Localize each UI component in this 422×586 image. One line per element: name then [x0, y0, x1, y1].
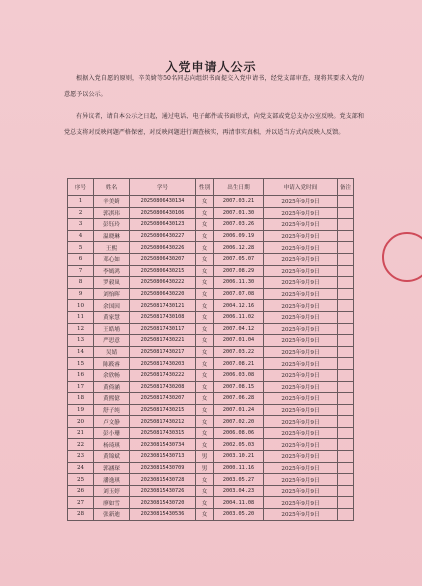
- cell-birth-date: 2003.05.20: [214, 509, 264, 521]
- cell-apply-time: 2025年9月9日: [264, 416, 338, 428]
- cell-no: 24: [68, 462, 94, 474]
- cell-student-id: 20250817430208: [130, 381, 196, 393]
- cell-no: 25: [68, 474, 94, 486]
- header-note: 备注: [338, 179, 354, 196]
- cell-note: [338, 497, 354, 509]
- applicant-table: [67, 178, 354, 521]
- cell-note: [338, 300, 354, 312]
- cell-birth-date: 2007.03.21: [214, 196, 264, 208]
- cell-no: 14: [68, 346, 94, 358]
- cell-student-id: 20250806430207: [130, 253, 196, 265]
- cell-apply-time: 2025年9月9日: [264, 265, 338, 277]
- cell-apply-time: 2025年9月9日: [264, 230, 338, 242]
- table-row: [68, 497, 354, 509]
- cell-student-id: 20250817430315: [130, 427, 196, 439]
- cell-name: 卢文静: [94, 416, 130, 428]
- cell-name: 潘逸琪: [94, 474, 130, 486]
- cell-birth-date: 2006.12.28: [214, 242, 264, 254]
- cell-birth-date: 2004.11.08: [214, 497, 264, 509]
- cell-sex: 女: [196, 358, 214, 370]
- cell-student-id: 20250806430215: [130, 265, 196, 277]
- table-row: [68, 439, 354, 451]
- table-row: [68, 381, 354, 393]
- cell-student-id: 20250817430203: [130, 358, 196, 370]
- cell-birth-date: 2007.03.22: [214, 346, 264, 358]
- table-row: [68, 300, 354, 312]
- cell-no: 27: [68, 497, 94, 509]
- cell-name: 廖如雪: [94, 497, 130, 509]
- cell-no: 28: [68, 509, 94, 521]
- cell-note: [338, 288, 354, 300]
- cell-birth-date: 2006.03.08: [214, 369, 264, 381]
- table-row: [68, 393, 354, 405]
- cell-sex: 女: [196, 242, 214, 254]
- cell-student-id: 20250817430215: [130, 404, 196, 416]
- cell-apply-time: 2025年9月9日: [264, 242, 338, 254]
- cell-name: 黄家慧: [94, 311, 130, 323]
- cell-birth-date: 2000.11.16: [214, 462, 264, 474]
- cell-note: [338, 474, 354, 486]
- cell-student-id: 20230815430728: [130, 474, 196, 486]
- cell-no: 18: [68, 393, 94, 405]
- cell-sex: 女: [196, 219, 214, 231]
- cell-birth-date: 2007.01.04: [214, 335, 264, 347]
- cell-sex: 女: [196, 381, 214, 393]
- cell-name: 邓心如: [94, 253, 130, 265]
- cell-note: [338, 265, 354, 277]
- cell-sex: 女: [196, 300, 214, 312]
- cell-sex: 女: [196, 369, 214, 381]
- cell-apply-time: 2025年9月9日: [264, 462, 338, 474]
- cell-note: [338, 207, 354, 219]
- table-row: [68, 207, 354, 219]
- cell-birth-date: 2007.08.21: [214, 358, 264, 370]
- cell-name: 彭小珊: [94, 427, 130, 439]
- cell-no: 10: [68, 300, 94, 312]
- cell-sex: 女: [196, 485, 214, 497]
- cell-note: [338, 439, 354, 451]
- table-row: [68, 369, 354, 381]
- cell-name: 杨琦琪: [94, 439, 130, 451]
- header-no: 序号: [68, 179, 94, 196]
- cell-student-id: 20250806430222: [130, 277, 196, 289]
- cell-apply-time: 2025年9月9日: [264, 207, 338, 219]
- cell-sex: 女: [196, 427, 214, 439]
- cell-student-id: 20250806430227: [130, 230, 196, 242]
- cell-note: [338, 393, 354, 405]
- cell-apply-time: 2025年9月9日: [264, 427, 338, 439]
- official-seal: [382, 232, 422, 282]
- cell-name: 郭涵琛: [94, 462, 130, 474]
- cell-name: 刘怡晖: [94, 288, 130, 300]
- cell-sex: 女: [196, 311, 214, 323]
- cell-note: [338, 369, 354, 381]
- cell-apply-time: 2025年9月9日: [264, 219, 338, 231]
- cell-apply-time: 2025年9月9日: [264, 288, 338, 300]
- cell-sex: 女: [196, 207, 214, 219]
- cell-student-id: 20250817430221: [130, 335, 196, 347]
- cell-birth-date: 2007.06.28: [214, 393, 264, 405]
- cell-note: [338, 277, 354, 289]
- cell-birth-date: 2007.04.12: [214, 323, 264, 335]
- cell-sex: 女: [196, 323, 214, 335]
- table-row: [68, 288, 354, 300]
- cell-note: [338, 381, 354, 393]
- cell-student-id: 20250817430121: [130, 300, 196, 312]
- cell-name: 黄熙億: [94, 393, 130, 405]
- cell-student-id: 20230815430713: [130, 451, 196, 463]
- table-row: [68, 509, 354, 521]
- cell-no: 11: [68, 311, 94, 323]
- cell-birth-date: 2007.08.15: [214, 381, 264, 393]
- table-row: [68, 230, 354, 242]
- cell-apply-time: 2025年9月9日: [264, 497, 338, 509]
- cell-birth-date: 2007.01.24: [214, 404, 264, 416]
- cell-sex: 女: [196, 509, 214, 521]
- cell-no: 17: [68, 381, 94, 393]
- cell-note: [338, 509, 354, 521]
- objection-paragraph: 有异议者，请自本公示之日起，通过电话、电子邮件或书面形式，向党支部或党总支办公室反映。党支部和党总支将对反映问题严格保密，对反映问题进行调查核实，再清事实真相，并以适当方式向反映人反馈。: [64, 113, 364, 136]
- table-row: [68, 265, 354, 277]
- cell-no: 7: [68, 265, 94, 277]
- table-body: [68, 196, 354, 521]
- cell-note: [338, 451, 354, 463]
- cell-name: 罗毅岚: [94, 277, 130, 289]
- cell-student-id: 20230815430720: [130, 497, 196, 509]
- cell-note: [338, 253, 354, 265]
- cell-birth-date: 2004.12.16: [214, 300, 264, 312]
- cell-apply-time: 2025年9月9日: [264, 393, 338, 405]
- cell-note: [338, 335, 354, 347]
- cell-name: 余国因: [94, 300, 130, 312]
- cell-sex: 女: [196, 346, 214, 358]
- cell-no: 21: [68, 427, 94, 439]
- cell-name: 温晓琳: [94, 230, 130, 242]
- cell-no: 26: [68, 485, 94, 497]
- cell-apply-time: 2025年9月9日: [264, 439, 338, 451]
- table-row: [68, 242, 354, 254]
- table-row: [68, 358, 354, 370]
- cell-apply-time: 2025年9月9日: [264, 404, 338, 416]
- cell-birth-date: 2006.11.30: [214, 277, 264, 289]
- cell-name: 舒子纯: [94, 404, 130, 416]
- cell-apply-time: 2025年9月9日: [264, 474, 338, 486]
- cell-sex: 男: [196, 462, 214, 474]
- cell-apply-time: 2025年9月9日: [264, 253, 338, 265]
- cell-note: [338, 242, 354, 254]
- table-row: [68, 311, 354, 323]
- cell-note: [338, 462, 354, 474]
- page-title: 入党申请人公示: [165, 60, 257, 74]
- cell-no: 2: [68, 207, 94, 219]
- cell-student-id: 20250817430117: [130, 323, 196, 335]
- cell-student-id: 20250806430220: [130, 288, 196, 300]
- header-birth-date: 出生日期: [214, 179, 264, 196]
- cell-birth-date: 2003.04.23: [214, 485, 264, 497]
- table-row: [68, 451, 354, 463]
- cell-birth-date: 2003.05.27: [214, 474, 264, 486]
- cell-no: 16: [68, 369, 94, 381]
- cell-sex: 女: [196, 230, 214, 242]
- table-row: [68, 335, 354, 347]
- cell-name: 黄锦斌: [94, 451, 130, 463]
- cell-name: 王熙: [94, 242, 130, 254]
- cell-note: [338, 230, 354, 242]
- cell-note: [338, 219, 354, 231]
- cell-no: 6: [68, 253, 94, 265]
- cell-name: 王皓埔: [94, 323, 130, 335]
- cell-no: 20: [68, 416, 94, 428]
- cell-apply-time: 2025年9月9日: [264, 369, 338, 381]
- cell-birth-date: 2007.05.07: [214, 253, 264, 265]
- cell-no: 8: [68, 277, 94, 289]
- cell-note: [338, 427, 354, 439]
- cell-name: 吴婧: [94, 346, 130, 358]
- cell-no: 23: [68, 451, 94, 463]
- cell-note: [338, 416, 354, 428]
- table-row: [68, 474, 354, 486]
- table-row: [68, 427, 354, 439]
- cell-note: [338, 311, 354, 323]
- cell-sex: 女: [196, 416, 214, 428]
- cell-birth-date: 2006.08.06: [214, 427, 264, 439]
- table-row: [68, 323, 354, 335]
- cell-apply-time: 2025年9月9日: [264, 300, 338, 312]
- cell-birth-date: 2006.09.19: [214, 230, 264, 242]
- cell-birth-date: 2007.07.08: [214, 288, 264, 300]
- cell-student-id: 20250806430123: [130, 219, 196, 231]
- cell-birth-date: 2007.02.20: [214, 416, 264, 428]
- cell-no: 1: [68, 196, 94, 208]
- cell-name: 张新迪: [94, 509, 130, 521]
- cell-name: 彭钰玲: [94, 219, 130, 231]
- cell-student-id: 20230815430734: [130, 439, 196, 451]
- cell-birth-date: 2002.05.03: [214, 439, 264, 451]
- cell-apply-time: 2025年9月9日: [264, 277, 338, 289]
- cell-no: 12: [68, 323, 94, 335]
- cell-sex: 女: [196, 497, 214, 509]
- cell-note: [338, 358, 354, 370]
- cell-sex: 女: [196, 196, 214, 208]
- cell-apply-time: 2025年9月9日: [264, 509, 338, 521]
- cell-no: 4: [68, 230, 94, 242]
- cell-note: [338, 196, 354, 208]
- table-row: [68, 277, 354, 289]
- table-row: [68, 346, 354, 358]
- cell-birth-date: 2007.01.30: [214, 207, 264, 219]
- cell-name: 辛美婍: [94, 196, 130, 208]
- header-name: 姓名: [94, 179, 130, 196]
- cell-no: 13: [68, 335, 94, 347]
- cell-student-id: 20230815430536: [130, 509, 196, 521]
- cell-no: 19: [68, 404, 94, 416]
- cell-name: 严思意: [94, 335, 130, 347]
- cell-sex: 女: [196, 335, 214, 347]
- table-row: [68, 462, 354, 474]
- cell-apply-time: 2025年9月9日: [264, 335, 338, 347]
- cell-note: [338, 323, 354, 335]
- intro-paragraph: 根据入党自愿的原则，辛美婍等50名同志向组织书面提交入党申请书，经党支部审查，现将其要求入党的意愿予以公示。: [64, 75, 364, 98]
- cell-sex: 女: [196, 265, 214, 277]
- cell-note: [338, 346, 354, 358]
- table-row: [68, 404, 354, 416]
- cell-name: 陈筱睿: [94, 358, 130, 370]
- cell-student-id: 20250817430222: [130, 369, 196, 381]
- cell-note: [338, 485, 354, 497]
- cell-birth-date: 2007.03.26: [214, 219, 264, 231]
- cell-sex: 女: [196, 404, 214, 416]
- table-row: [68, 196, 354, 208]
- table-header-row: [68, 179, 354, 196]
- cell-sex: 女: [196, 253, 214, 265]
- cell-no: 5: [68, 242, 94, 254]
- cell-birth-date: 2006.11.02: [214, 311, 264, 323]
- cell-student-id: 20250806430226: [130, 242, 196, 254]
- cell-name: 黄倚涵: [94, 381, 130, 393]
- cell-birth-date: 2007.08.29: [214, 265, 264, 277]
- cell-student-id: 20250817430217: [130, 346, 196, 358]
- cell-name: 刘玉婷: [94, 485, 130, 497]
- cell-sex: 女: [196, 277, 214, 289]
- cell-student-id: 20250817430212: [130, 416, 196, 428]
- cell-no: 22: [68, 439, 94, 451]
- cell-sex: 女: [196, 474, 214, 486]
- cell-apply-time: 2025年9月9日: [264, 451, 338, 463]
- cell-name: 余欣畅: [94, 369, 130, 381]
- table-row: [68, 219, 354, 231]
- header-apply-time: 申请入党时间: [264, 179, 338, 196]
- cell-apply-time: 2025年9月9日: [264, 346, 338, 358]
- cell-name: 郭淇玮: [94, 207, 130, 219]
- table-row: [68, 416, 354, 428]
- cell-sex: 女: [196, 288, 214, 300]
- cell-sex: 女: [196, 393, 214, 405]
- table-row: [68, 253, 354, 265]
- cell-student-id: 20230815430709: [130, 462, 196, 474]
- cell-no: 15: [68, 358, 94, 370]
- header-sex: 性别: [196, 179, 214, 196]
- table-row: [68, 485, 354, 497]
- cell-student-id: 20250817430108: [130, 311, 196, 323]
- cell-student-id: 20230815430726: [130, 485, 196, 497]
- header-student-id: 学号: [130, 179, 196, 196]
- cell-birth-date: 2003.10.21: [214, 451, 264, 463]
- cell-student-id: 20250806430134: [130, 196, 196, 208]
- cell-no: 9: [68, 288, 94, 300]
- cell-name: 李嫣鸿: [94, 265, 130, 277]
- cell-student-id: 20250806430106: [130, 207, 196, 219]
- cell-student-id: 20250817430207: [130, 393, 196, 405]
- cell-note: [338, 404, 354, 416]
- cell-apply-time: 2025年9月9日: [264, 196, 338, 208]
- cell-apply-time: 2025年9月9日: [264, 381, 338, 393]
- cell-apply-time: 2025年9月9日: [264, 485, 338, 497]
- cell-apply-time: 2025年9月9日: [264, 311, 338, 323]
- cell-apply-time: 2025年9月9日: [264, 358, 338, 370]
- cell-apply-time: 2025年9月9日: [264, 323, 338, 335]
- cell-sex: 男: [196, 451, 214, 463]
- cell-no: 3: [68, 219, 94, 231]
- cell-sex: 女: [196, 439, 214, 451]
